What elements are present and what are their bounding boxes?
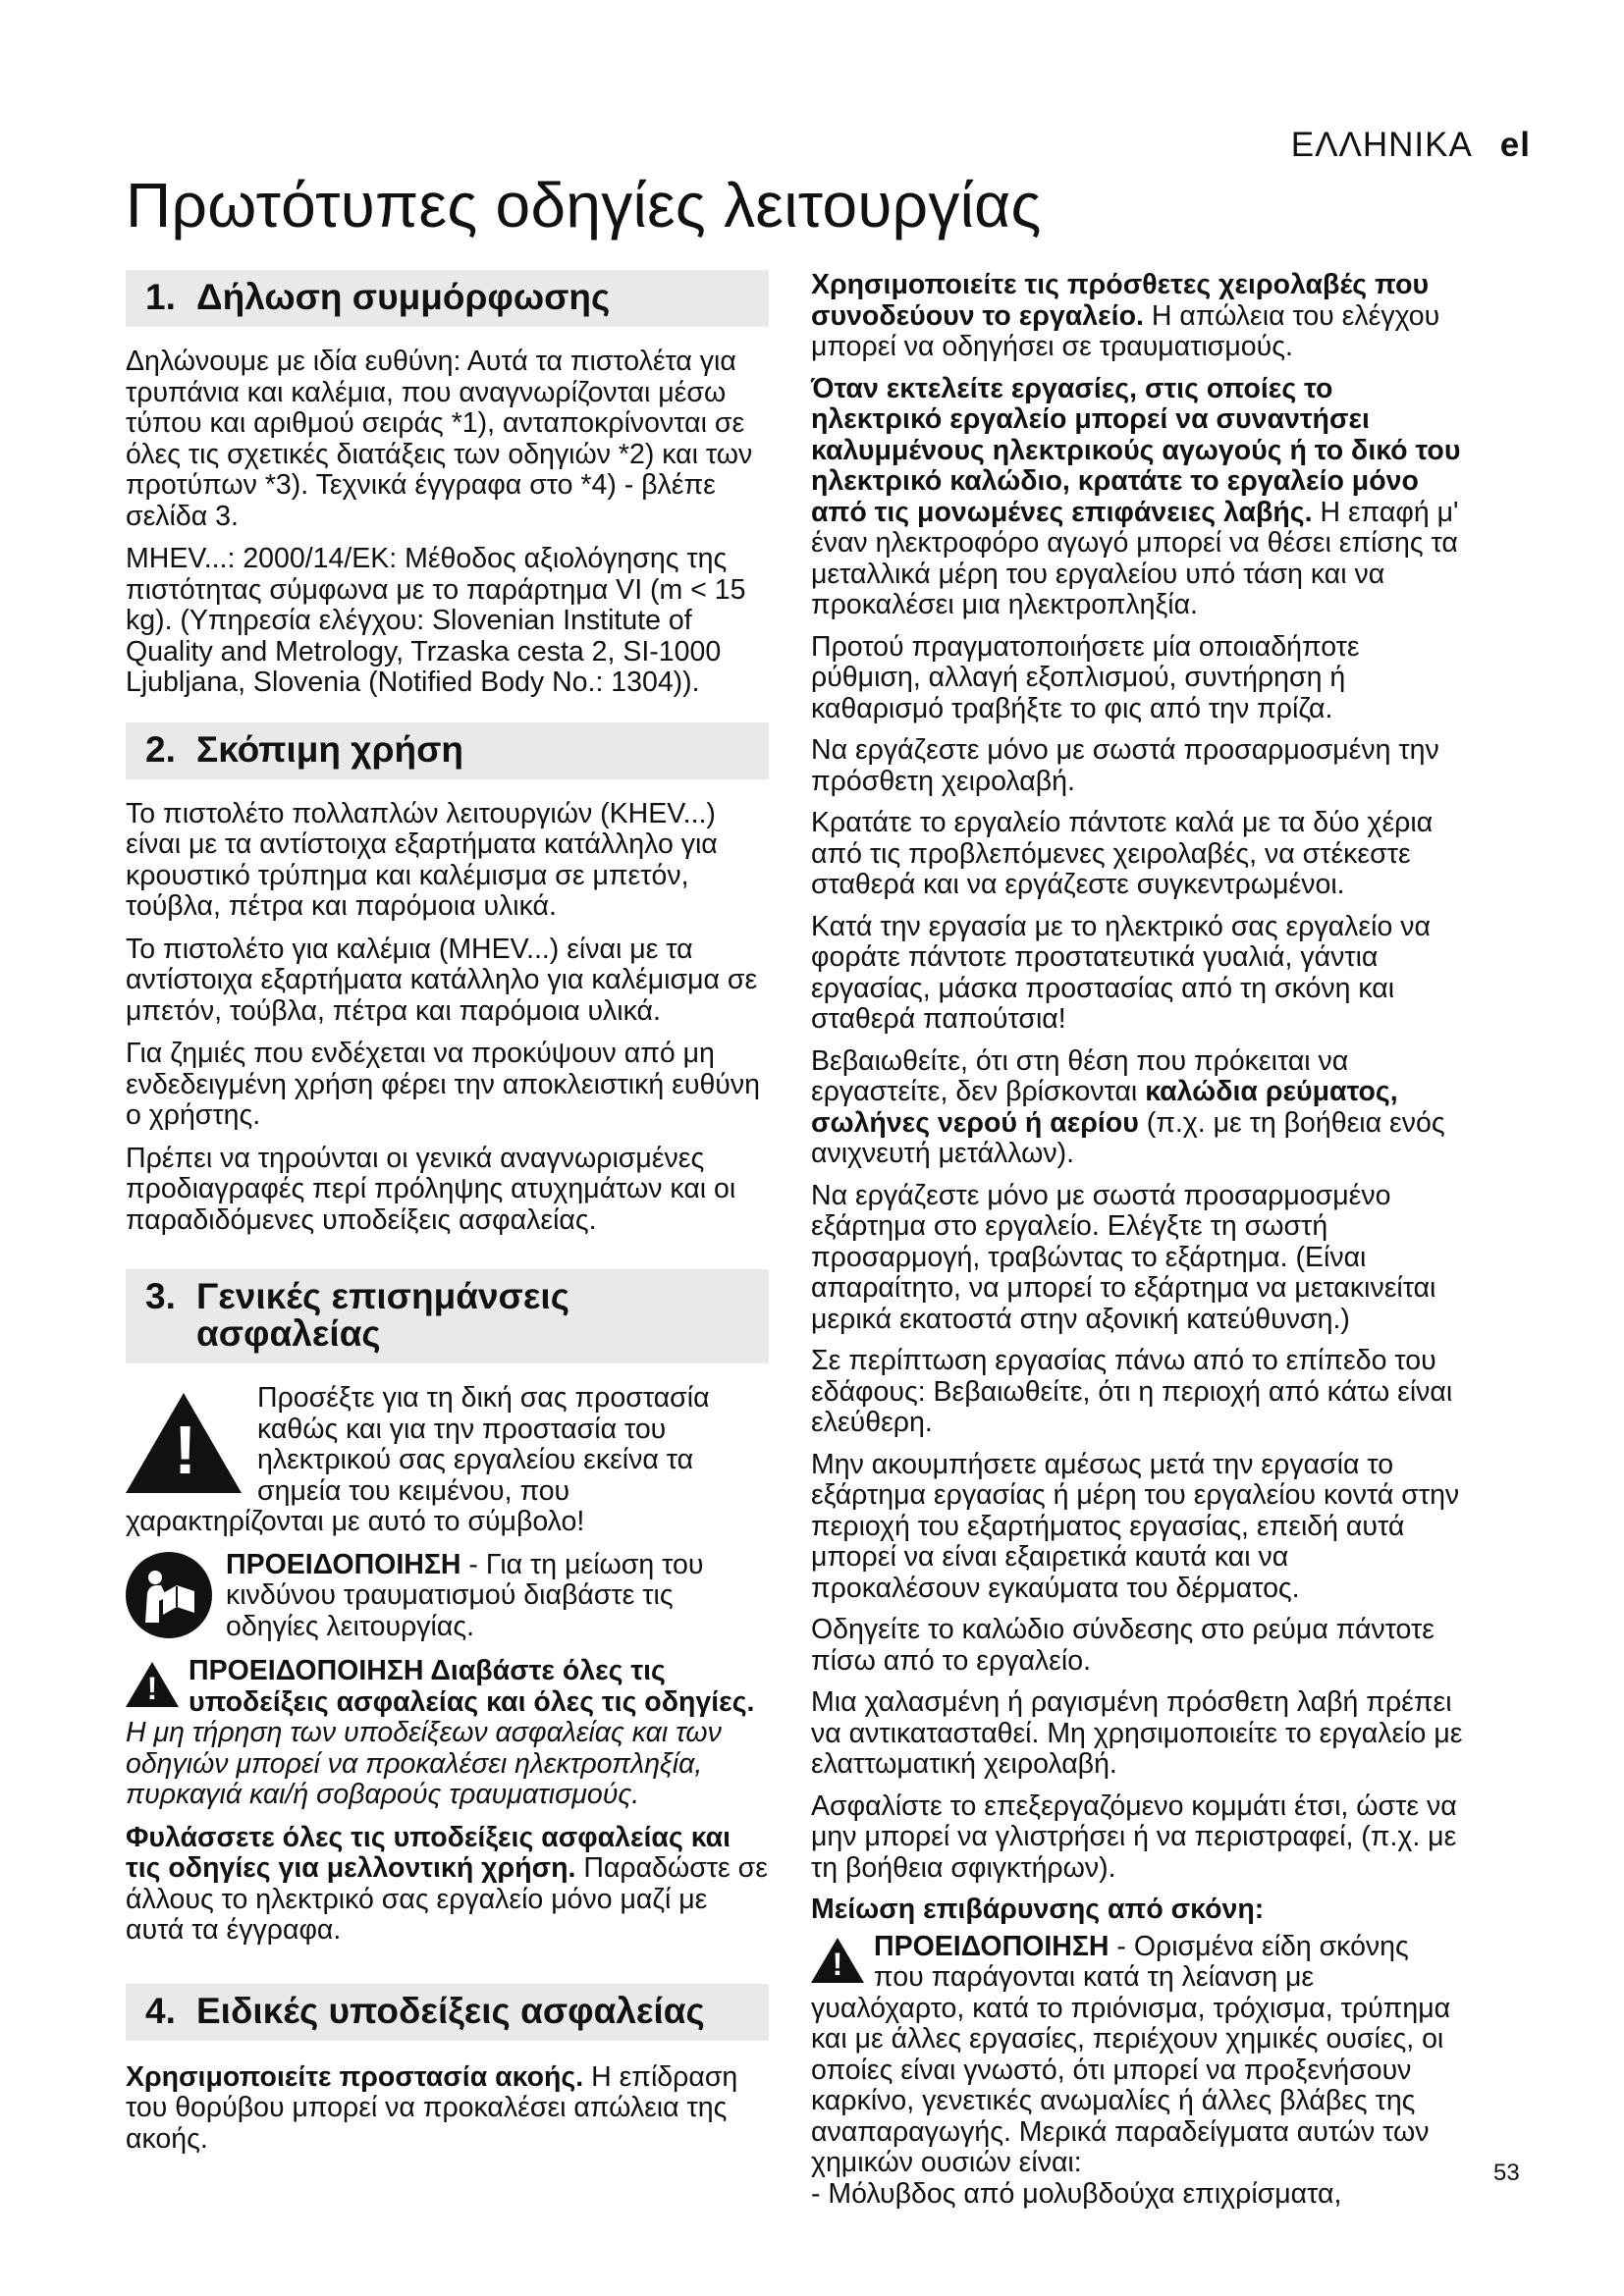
mhev-paragraph: MHEV...: 2000/14/ΕΚ: Μέθοδος αξιολόγησης της πιστότητας σύμφωνα με το παράρτημα VI (m < 15 kg). (Υπηρεσία ελέγχου: Slovenian Institute of Quality and Metrology, Trzaska cesta 2, SI-1000 Ljubljana, Slovenia (Notified Body No.: 1304)). — [126, 543, 746, 698]
warning-triangle-icon: ! — [126, 1393, 242, 1493]
warning-label: ΠΡΟΕΙΔΟΠΟΙΗΣΗ — [226, 1548, 461, 1580]
keep-instructions-paragraph — [126, 1823, 769, 1947]
dust-warning-paragraph — [811, 1932, 1465, 2179]
paragraph: Σε περίπτωση εργασίας πάνω από το επίπεδο του εδάφους: Βεβαιωθείτε, ότι η περιοχή από κάτω είναι ελεύθερη. — [811, 1345, 1453, 1438]
section-heading-1 — [126, 270, 769, 327]
paragraph-text: Η απώλεια του ελέγχου μπορεί να οδηγήσει σε τραυματισμούς. — [811, 299, 1440, 362]
paragraph: Κρατάτε το εργαλείο πάντοτε καλά με τα δύο χέρια από τις προβλεπόμενες χειρολαβές, να στέκεστε σταθερά και να εργάζεστε συγκεντρωμένοι. — [811, 807, 1434, 900]
paragraph: Να εργάζεστε μόνο με σωστά προσαρμοσμένη την πρόσθετη χειρολαβή. — [811, 734, 1439, 797]
right-column — [811, 270, 1465, 2220]
read-manual-icon — [126, 1552, 212, 1638]
paragraph-text: - Για τη μείωση του κινδύνου τραυματισμού διαβάστε τις οδηγίες λειτουργίας. — [226, 1548, 704, 1642]
paragraph: Οδηγείτε το καλώδιο σύνδεσης στο ρεύμα πάντοτε πίσω από το εργαλείο. — [811, 1614, 1435, 1677]
paragraph — [811, 1046, 1465, 1170]
warning-triangle-icon: ! — [126, 1662, 179, 1707]
list-item: - Μόλυβδος από μολυβδούχα επιχρίσματα, — [811, 2177, 1342, 2210]
section-title: Ειδικές υποδείξεις ασφαλείας — [196, 1990, 705, 2031]
warning-label: ΠΡΟΕΙΔΟΠΟΙΗΣΗ Διαβάστε όλες τις υποδείξεις ασφαλείας και όλες τις οδηγίες. — [189, 1655, 755, 1718]
paragraph: Πρέπει να τηρούνται οι γενικά αναγνωρισμένες προδιαγραφές περί πρόληψης ατυχημάτων και οι παραδιδόμενες υποδείξεις ασφαλείας. — [126, 1142, 736, 1236]
paragraph: Το πιστολέτο πολλαπλών λειτουργιών (KHEV...) είναι με τα αντίστοιχα εξαρτήματα κατάλληλο για κρουστικό τρύπημα και καλέμισμα σε μπετόν, τούβλα, πέτρα και παρόμοια υλικά. — [126, 797, 718, 922]
read-manual-paragraph — [126, 1550, 769, 1643]
paragraph: Να εργάζεστε μόνο με σωστά προσαρμοσμένο εξάρτημα στο εργαλείο. Ελέγξτε τη σωστή προσαρμογή, τραβώντας το εξάρτημα. (Είναι απαραίτητο, να μπορεί το εξάρτημα να μετακινείται μερικά εκατοστά στην αξονική κατεύθυνση.) — [811, 1179, 1436, 1335]
bold-lead: Μείωση επιβάρυνσης από σκόνη: — [811, 1894, 1265, 1925]
bold-lead: Όταν εκτελείτε εργασίες, στις οποίες το ηλεκτρικό εργαλείο μπορεί να συναντήσει καλυμμένους ηλεκτρικούς αγωγούς ή το δικό του ηλεκτρικό καλώδιο, κρατάτε το εργαλείο μόνο από τις μονωμένες επιφάνειες λαβής. — [811, 372, 1461, 528]
paragraph-text: (π.χ. με τη βοήθεια ενός ανιχνευτή μετάλλων). — [811, 1106, 1445, 1169]
section-title: Γενικές επισημάνσεις ασφαλείας — [196, 1276, 569, 1354]
read-all-warnings-paragraph — [126, 1654, 769, 1811]
paragraph — [811, 270, 1465, 363]
section-number: 4. — [145, 1990, 176, 2031]
section-number: 3. — [145, 1276, 176, 1316]
paragraph-text: Η επίδραση του θορύβου μπορεί να προκαλέσει απώλεια της ακοής. — [126, 2060, 738, 2155]
bold-lead: Φυλάσσετε όλες τις υποδείξεις ασφαλείας και τις οδηγίες για μελλοντική χρήση. — [126, 1821, 731, 1884]
section-number: 2. — [145, 728, 176, 770]
section-number: 1. — [145, 277, 176, 317]
page-title: Πρωτότυπες οδηγίες λειτουργίας — [126, 170, 1042, 240]
page-number: 53 — [1493, 2160, 1520, 2186]
warning-triangle-icon: ! — [811, 1938, 864, 1983]
hearing-protection-paragraph — [126, 2062, 769, 2156]
language-tag — [1291, 126, 1531, 165]
bold-inline: καλώδια ρεύματος, σωλήνες νερού ή αερίου — [811, 1076, 1398, 1139]
paragraph-text: Βεβαιωθείτε, ότι στη θέση που πρόκειται να εργαστείτε, δεν βρίσκονται — [811, 1044, 1349, 1107]
paragraph-text: Η μη τήρηση των υποδείξεων ασφαλείας και των οδηγιών μπορεί να προκαλέσει ηλεκτροπληξία, πυρκαγιά και/ή σοβαρούς τραυματισμούς. — [126, 1717, 722, 1810]
paragraph — [811, 374, 1465, 621]
paragraph: Ασφαλίστε το επεξεργαζόμενο κομμάτι έτσι, ώστε να μην μπορεί να γλιστρήσει ή να περιστραφεί, (π.χ. με τη βοήθεια σφιγκτήρων). — [811, 1789, 1457, 1884]
warning-symbol-paragraph — [126, 1383, 769, 1538]
left-column — [126, 270, 769, 2166]
paragraph: Μην ακουμπήσετε αμέσως μετά την εργασία το εξάρτημα εργασίας ή μέρη του εργαλείου κοντά στην περιοχή του εξαρτήματος εργασίας, επειδή αυτά μπορεί να είναι εξαιρετικά καυτά και να προκαλέσουν εγκαύματα του δέρματος. — [811, 1448, 1460, 1604]
language-code: el — [1499, 126, 1531, 164]
bold-lead: Χρησιμοποιείτε τις πρόσθετες χειρολαβές που συνοδεύουν το εργαλείο. — [811, 269, 1430, 332]
section-title: Δήλωση συμμόρφωσης — [196, 277, 611, 317]
paragraph-text: Η επαφή μ' έναν ηλεκτροφόρο αγωγό μπορεί να θέσει επίσης τα μεταλλικά μέρη του εργαλείου υπό τάση και να προκαλέσει μια ηλεκτροπληξία. — [811, 496, 1459, 620]
paragraph: Το πιστολέτο για καλέμια (MHEV...) είναι με τα αντίστοιχα εξαρτήματα κατάλληλο για καλέμισμα σε μπετόν, τούβλα, πέτρα και παρόμοια υλικά. — [126, 933, 758, 1027]
paragraph: Προτού πραγματοποιήσετε μία οποιαδήποτε ρύθμιση, αλλαγή εξοπλισμού, συντήρηση ή καθαρισμό τραβήξτε το φις από την πρίζα. — [811, 630, 1360, 724]
paragraph-text: - Ορισμένα είδη σκόνης που παράγονται κατά τη λείανση με γυαλόχαρτο, κατά το πριόνισμα, τρόχισμα, τρύπημα και με άλλες εργασίες, περιέχουν χημικές ουσίες, οι οποίες είναι γνωστό, ότι μπορεί να προξενήσουν καρκίνο, γενετικές ανωμαλίες ή άλλες βλάβες της αναπαραγωγής. Μερικά παραδείγματα αυτών των χημικών ουσιών είναι: — [811, 1930, 1451, 2178]
section-heading-2 — [126, 722, 769, 779]
declaration-paragraph: Δηλώνουμε με ιδία ευθύνη: Αυτά τα πιστολέτα για τρυπάνια και καλέμια, που αναγνωρίζονται μέσω τύπου και αριθμού σειράς *1), ανταποκρίνονται σε όλες τις σχετικές διατάξεις των οδηγιών *2) και των προτύπων *3). Τεχνικά έγγραφα στο *4) - βλέπε σελίδα 3. — [126, 346, 753, 532]
paragraph: Μια χαλασμένη ή ραγισμένη πρόσθετη λαβή πρέπει να αντικατασταθεί. Μη χρησιμοποιείτε το εργαλείο με ελαττωματική χειρολαβή. — [811, 1686, 1463, 1780]
section-title: Σκόπιμη χρήση — [196, 728, 464, 770]
section-heading-3 — [126, 1269, 769, 1363]
section-heading-4 — [126, 1984, 769, 2041]
paragraph-text: Προσέξτε για τη δική σας προστασία καθώς και για την προστασία του ηλεκτρικού σας εργαλείου εκείνα τα σημεία του κειμένου, που χαρακτηρίζονται με αυτό το σύμβολο! — [126, 1382, 710, 1537]
dust-heading — [811, 1895, 1465, 1926]
bold-lead: Χρησιμοποιείτε προστασία ακοής. — [126, 2060, 584, 2093]
warning-label: ΠΡΟΕΙΔΟΠΟΙΗΣΗ — [874, 1930, 1110, 1962]
language-label: ΕΛΛΗΝΙΚΑ — [1290, 126, 1473, 164]
paragraph: Κατά την εργασία με το ηλεκτρικό σας εργαλείο να φοράτε πάντοτε προστατευτικά γυαλιά, γάντια εργασίας, μάσκα προστασίας από τη σκόνη και σταθερά παπούτσια! — [811, 910, 1431, 1035]
paragraph: Για ζημιές που ενδέχεται να προκύψουν από μη ενδεδειγμένη χρήση φέρει την αποκλειστική ευθύνη ο χρήστης. — [126, 1038, 760, 1131]
paragraph-text: Παραδώστε σε άλλους το ηλεκτρικό σας εργαλείο μόνο μαζί με αυτά τα έγγραφα. — [126, 1852, 768, 1946]
